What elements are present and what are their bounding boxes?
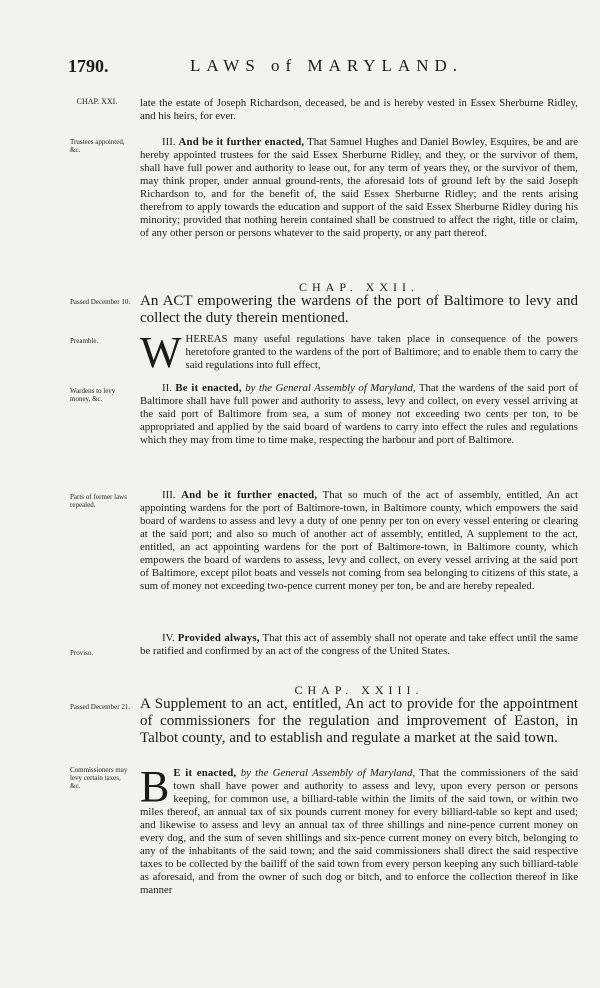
chap23-title: A Supplement to an act, entitled, An act to provide for the appointment of commissioners for the regulation and improvement of Easton, in Talbot county, and to establish and regulate a market at the said town. (140, 696, 578, 746)
enacting-phrase: And be it further enacted, (178, 136, 305, 148)
chap22-section4 (140, 632, 578, 658)
margin-note-parts-repealed: Parts of former laws repealed. (70, 493, 127, 509)
section-number: III. (162, 489, 176, 501)
margin-note-wardens: Wardens to levy money, &c. (70, 387, 116, 403)
enacting-authority: by the General Assembly of Maryland, (245, 382, 416, 394)
chap21-section3 (140, 136, 578, 240)
section-text: That the wardens of the said port of Baltimore shall have full power and authority to assess, levy and collect, on every vessel arriving at the said port of Baltimore from sea, a sum of money not exceeding two cents per ton, to be appropriated and applied by the said board of wardens to carry into effect the rules and regulations which they may from time to time make, respecting the harbour and port of Baltimore. (140, 382, 579, 446)
margin-note-trustees: Trustees appointed, &c. (70, 138, 125, 154)
section-text: That the commissioners of the said town shall have power and authority to assess and levy, upon every person or persons keeping, for common use, a billiard-table within the limits of the said town, or within two miles thereof, an annual tax of six pounds current money for every billiard-table so kept and used; and likewise to assess and levy an annual tax of three shillings and nine-pence current money on every dog, and the sum of seven shillings and six-pence current money on every bitch, belonging to any of the inhabitants of the said town; and the said commissioners shall direct the said respective taxes to be collected by the bailiff of the said town from every person keeping any such billiard-table as aforesaid, and from the owner of such dog or bitch, and to enforce the collection thereof in like manner (140, 767, 578, 896)
chap22-section3 (140, 489, 578, 593)
section-number: III. (162, 136, 176, 148)
preamble-text: HEREAS many useful regulations have taken place in consequence of the powers heretofore granted to the wardens of the port of Baltimore; and to enable them to carry the said regulations into full effect, (185, 333, 578, 371)
enacting-phrase: And be it further enacted, (181, 489, 318, 501)
margin-chap-label: CHAP. XXI. (76, 97, 118, 106)
chap22-preamble (140, 328, 578, 377)
chap21-closing-text (140, 97, 578, 123)
chap23-heading: CHAP. XXIII. (294, 683, 424, 697)
chap22-heading: CHAP. XXII. (298, 280, 419, 294)
margin-note-passed-dec21: Passed December 21. (70, 703, 131, 711)
margin-note-proviso: Proviso. (70, 649, 94, 657)
chap22-section2 (140, 382, 578, 447)
chap22-title: An ACT empowering the wardens of the port of Baltimore to levy and collect the duty therein mentioned. (140, 293, 578, 326)
drop-cap: W (140, 328, 182, 377)
section-number: II. (162, 382, 172, 394)
enacting-phrase: E it enacted, (173, 767, 237, 779)
page-year: 1790. (68, 56, 109, 76)
section-text: That so much of the act of assembly, entitled, An act appointing wardens for the port of Baltimore-town, in Baltimore county, which empowers the said board of wardens to assess and levy a duty of one penny per ton on every vessel entering or clearing at the said port; and also so much of another act of assembly, entitled, A supplement to the act, entitled, an act appointing wardens for the port of Baltimore-town, in Baltimore county, which empowers the board of wardens to assess, levy and collect, on every vessel arriving at the said port of Baltimore, except pilot boats and vessels not coming from sea belonging to citizens of this state, a sum of money not exceeding two-pence current money per ton, be and are hereby repealed. (140, 489, 578, 592)
margin-note-passed-dec10: Passed December 10. (70, 298, 131, 306)
proviso-phrase: Provided always, (177, 632, 260, 644)
chap23-section1 (140, 762, 578, 897)
margin-note-preamble: Preamble. (70, 337, 99, 345)
enacting-authority: by the General Assembly of Maryland, (240, 767, 416, 779)
running-title: LAWS of MARYLAND. (190, 56, 463, 75)
section-number: IV. (162, 632, 175, 644)
enacting-phrase: Be it enacted, (175, 382, 242, 394)
drop-cap: B (140, 762, 170, 811)
margin-note-commissioners: Commissioners may levy certain taxes, &c. (70, 766, 128, 790)
section-text: That this act of assembly shall not operate and take effect until the same be ratified and confirmed by an act of the congress of the United States. (140, 632, 578, 657)
chap21-vesting-clause: late the estate of Joseph Richardson, deceased, be and is hereby vested in Essex Sherburne Ridley, and his heirs, for ever. (140, 97, 578, 122)
page-header (68, 56, 568, 80)
section-text: That Samuel Hughes and Daniel Bowley, Esquires, be and are hereby appointed trustees for the said Essex Sherburne Ridley, and they, or the survivor of them, shall have full power and authority to lease out, for any term of years they, or the survivor of them, may think proper, under annual ground-rents, the aforesaid lots of ground left by the said Joseph Richardson to, and for the benefit of, the said Essex Sherburne Ridley; and the rents arising therefrom to apply towards the education and support of the said Essex Sherburne Ridley during his minority; provided that nothing herein contained shall be construed to affect the right, title or claim, of any other person or persons whatever to the said property, or any part thereof. (140, 136, 578, 239)
